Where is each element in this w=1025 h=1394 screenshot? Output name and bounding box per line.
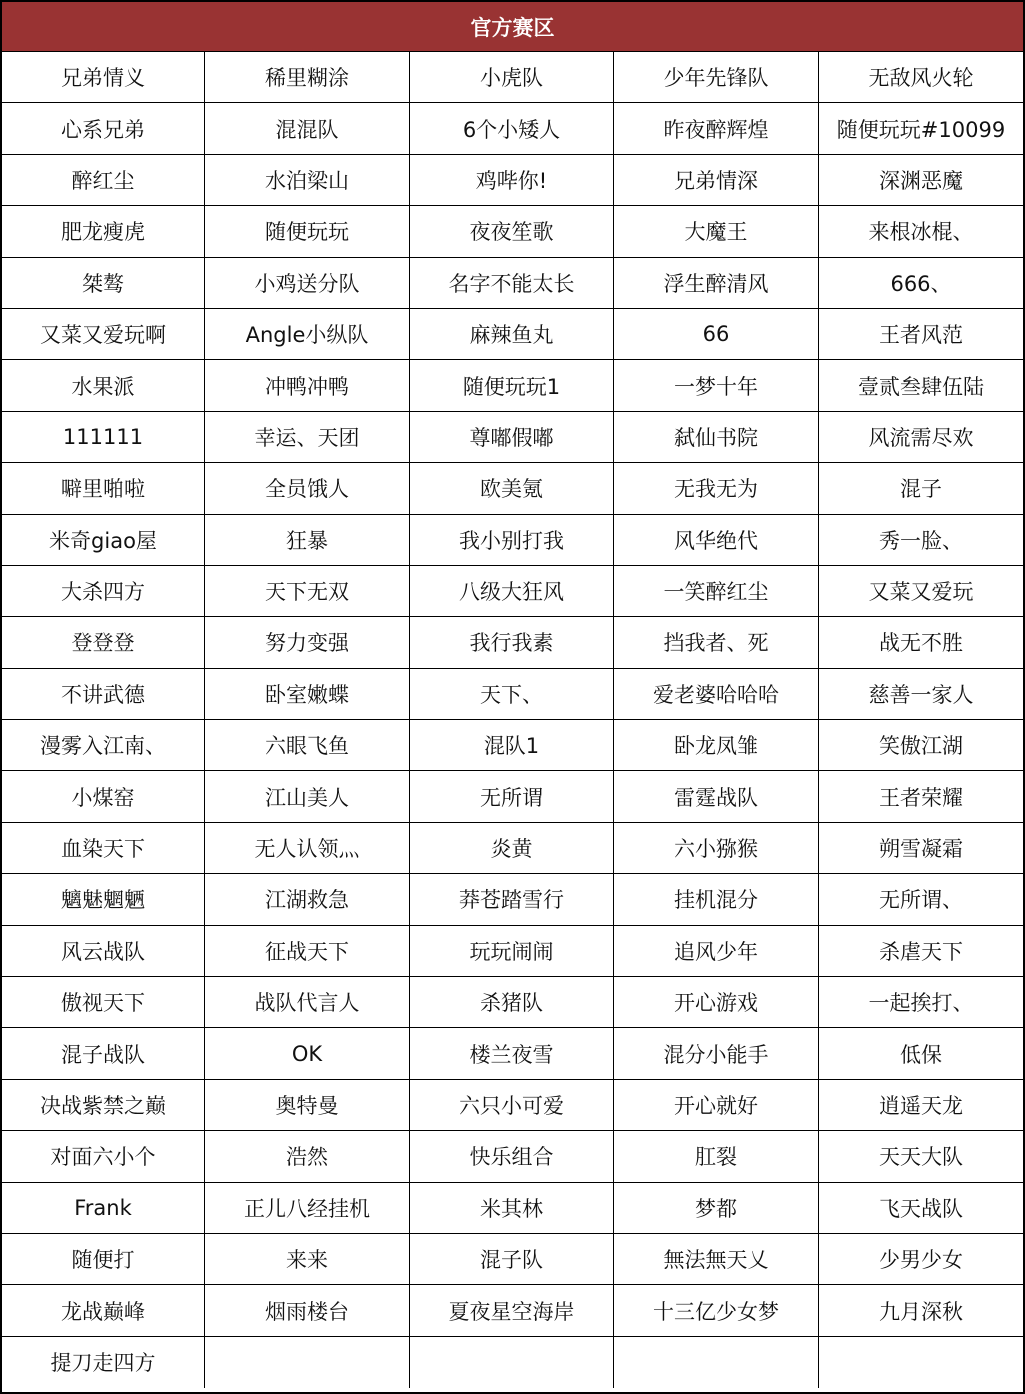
team-cell: 楼兰夜雪 [410, 1028, 614, 1079]
team-cell [819, 1337, 1023, 1388]
team-cell: 浮生醉清风 [614, 258, 819, 309]
team-cell: 大杀四方 [2, 566, 205, 617]
team-cell: 九月深秋 [819, 1285, 1023, 1336]
team-cell: 决战紫禁之巅 [2, 1080, 205, 1131]
team-cell [205, 1337, 410, 1388]
team-cell: 血染天下 [2, 823, 205, 874]
team-cell: 不讲武德 [2, 669, 205, 720]
team-cell: 开心就好 [614, 1080, 819, 1131]
team-cell: 正儿八经挂机 [205, 1183, 410, 1234]
team-cell: 八级大狂风 [410, 566, 614, 617]
team-cell: 烟雨楼台 [205, 1285, 410, 1336]
team-cell: 慈善一家人 [819, 669, 1023, 720]
team-cell: 少年先锋队 [614, 52, 819, 103]
team-cell: 随便玩玩1 [410, 360, 614, 411]
team-cell: 对面六小个 [2, 1131, 205, 1182]
team-cell: 逍遥天龙 [819, 1080, 1023, 1131]
team-cell: 醉红尘 [2, 155, 205, 206]
team-cell: 浩然 [205, 1131, 410, 1182]
team-cell: 十三亿少女梦 [614, 1285, 819, 1336]
team-cell: 笑傲江湖 [819, 720, 1023, 771]
team-cell: 开心游戏 [614, 977, 819, 1028]
team-cell: 王者荣耀 [819, 771, 1023, 822]
team-cell: 六眼飞鱼 [205, 720, 410, 771]
team-cell: 随便打 [2, 1234, 205, 1285]
team-cell: 登登登 [2, 617, 205, 668]
team-cell: Angle小纵队 [205, 309, 410, 360]
team-cell: 天天大队 [819, 1131, 1023, 1182]
team-cell: 龙战巅峰 [2, 1285, 205, 1336]
team-cell: 小煤窑 [2, 771, 205, 822]
team-cell: 壹贰叁肆伍陆 [819, 360, 1023, 411]
team-cell: 肛裂 [614, 1131, 819, 1182]
team-cell: 朔雪凝霜 [819, 823, 1023, 874]
team-cell: 混子 [819, 463, 1023, 514]
team-cell: 无人认领灬 [205, 823, 410, 874]
table-title: 官方赛区 [470, 15, 555, 40]
team-cell: 混混队 [205, 103, 410, 154]
team-cell: 雷霆战队 [614, 771, 819, 822]
team-cell: 66 [614, 309, 819, 360]
team-cell: 奥特曼 [205, 1080, 410, 1131]
team-cell: 风华绝代 [614, 515, 819, 566]
team-cell: OK [205, 1028, 410, 1079]
team-cell: 挡我者、死 [614, 617, 819, 668]
team-cell: 挂机混分 [614, 874, 819, 925]
team-cell: 夜夜笙歌 [410, 206, 614, 257]
team-cell: 努力变强 [205, 617, 410, 668]
team-cell: 一梦十年 [614, 360, 819, 411]
team-cell: 666、 [819, 258, 1023, 309]
team-cell: 随便玩玩 [205, 206, 410, 257]
team-cell: 又菜又爱玩啊 [2, 309, 205, 360]
team-cell [614, 1337, 819, 1388]
team-cell: 来根冰棍、 [819, 206, 1023, 257]
team-cell: 飞天战队 [819, 1183, 1023, 1234]
team-cell: 提刀走四方 [2, 1337, 205, 1388]
team-cell: 无所谓 [410, 771, 614, 822]
table-header [2, 2, 1023, 52]
team-cell: 无我无为 [614, 463, 819, 514]
team-cell: 六只小可爱 [410, 1080, 614, 1131]
team-cell: 兄弟情深 [614, 155, 819, 206]
team-cell: 弑仙书院 [614, 412, 819, 463]
team-cell: 深渊恶魔 [819, 155, 1023, 206]
team-cell: 卧龙凤雏 [614, 720, 819, 771]
team-cell: 快乐组合 [410, 1131, 614, 1182]
team-cell: 冲鸭冲鸭 [205, 360, 410, 411]
team-cell: 稀里糊涂 [205, 52, 410, 103]
team-cell: 心系兄弟 [2, 103, 205, 154]
team-cell: 尊嘟假嘟 [410, 412, 614, 463]
team-cell: 风流需尽欢 [819, 412, 1023, 463]
team-cell: 狂暴 [205, 515, 410, 566]
team-cell: 六小猕猴 [614, 823, 819, 874]
team-cell: 江湖救急 [205, 874, 410, 925]
team-cell: 肥龙瘦虎 [2, 206, 205, 257]
team-cell: 欧美氪 [410, 463, 614, 514]
team-cell: 炎黄 [410, 823, 614, 874]
team-cell: 少男少女 [819, 1234, 1023, 1285]
team-cell: 噼里啪啦 [2, 463, 205, 514]
team-cell: 低保 [819, 1028, 1023, 1079]
team-cell: 杀猪队 [410, 977, 614, 1028]
team-cell: 鸡哔你! [410, 155, 614, 206]
team-cell: 王者风范 [819, 309, 1023, 360]
team-cell: 杀虐天下 [819, 926, 1023, 977]
team-cell: 爱老婆哈哈哈 [614, 669, 819, 720]
team-cell: 追风少年 [614, 926, 819, 977]
team-cell: 混队1 [410, 720, 614, 771]
team-cell: 米其林 [410, 1183, 614, 1234]
team-cell [410, 1337, 614, 1388]
team-cell: 水果派 [2, 360, 205, 411]
team-cell: 水泊梁山 [205, 155, 410, 206]
team-cell: 无敌风火轮 [819, 52, 1023, 103]
team-cell: 6个小矮人 [410, 103, 614, 154]
team-cell: 小虎队 [410, 52, 614, 103]
team-cell: 傲视天下 [2, 977, 205, 1028]
team-cell: 名字不能太长 [410, 258, 614, 309]
team-cell: 混分小能手 [614, 1028, 819, 1079]
team-cell: 我行我素 [410, 617, 614, 668]
team-cell: 一笑醉红尘 [614, 566, 819, 617]
team-cell: 随便玩玩#10099 [819, 103, 1023, 154]
team-cell: 卧室嫩蝶 [205, 669, 410, 720]
team-cell: 幸运、天团 [205, 412, 410, 463]
team-cell: 玩玩闹闹 [410, 926, 614, 977]
team-cell: 混子战队 [2, 1028, 205, 1079]
team-cell: 111111 [2, 412, 205, 463]
team-cell: 大魔王 [614, 206, 819, 257]
team-cell: Frank [2, 1183, 205, 1234]
team-cell: 夏夜星空海岸 [410, 1285, 614, 1336]
team-cell: 风云战队 [2, 926, 205, 977]
team-cell: 江山美人 [205, 771, 410, 822]
team-cell: 無法無天乂 [614, 1234, 819, 1285]
team-cell: 莽苍踏雪行 [410, 874, 614, 925]
team-cell: 战队代言人 [205, 977, 410, 1028]
team-cell: 天下无双 [205, 566, 410, 617]
team-cell: 天下、 [410, 669, 614, 720]
team-cell: 征战天下 [205, 926, 410, 977]
team-cell: 无所谓、 [819, 874, 1023, 925]
team-cell: 一起挨打、 [819, 977, 1023, 1028]
team-cell: 秀一脸、 [819, 515, 1023, 566]
team-cell: 兄弟情义 [2, 52, 205, 103]
team-cell: 全员饿人 [205, 463, 410, 514]
team-cell: 昨夜醉辉煌 [614, 103, 819, 154]
team-cell: 又菜又爱玩 [819, 566, 1023, 617]
team-cell: 麻辣鱼丸 [410, 309, 614, 360]
team-cell: 梦都 [614, 1183, 819, 1234]
team-cell: 战无不胜 [819, 617, 1023, 668]
team-cell: 漫雾入江南、 [2, 720, 205, 771]
team-cell: 魑魅魍魉 [2, 874, 205, 925]
team-cell: 来来 [205, 1234, 410, 1285]
team-cell: 米奇giao屋 [2, 515, 205, 566]
team-grid [2, 52, 1023, 1388]
team-cell: 小鸡送分队 [205, 258, 410, 309]
team-cell: 混子队 [410, 1234, 614, 1285]
team-cell: 我小别打我 [410, 515, 614, 566]
team-cell: 桀骜 [2, 258, 205, 309]
